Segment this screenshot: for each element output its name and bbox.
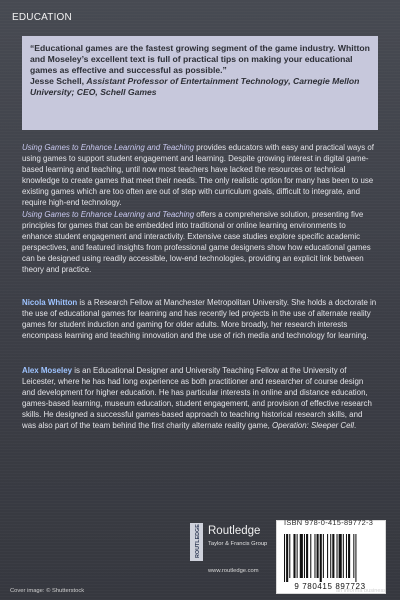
endorsement-attribution [30,76,370,98]
book-title-ref: Using Games to Enhance Learning and Teaching [22,143,195,152]
paragraph-text: offers a comprehensive solution, presenting five principles for games that can be embedded into traditional or online learning environments to enhance student engagement and interactivity. Extensive case studies explore specific academic perspectives, and featured insights from professional game designers show how educational games can be designed using readily accessible, low-end technologies, providing an explicit link between theory and practice. [22,210,371,274]
publisher-subtitle: Taylor & Francis Group [208,541,268,547]
author-bio-whitton [22,297,378,341]
author-name: Nicola Whitton [22,298,78,307]
endorsement-author: Jesse Schell, [30,76,84,87]
paragraph-text: is an Educational Designer and University Teaching Fellow at the University of Leicester, where he has had long experience as both practitioner and researcher of course design and development for higher education. He has particular interests in online and distance education, games-based learning, museum education, student engagement, and provision of effective research skills. He designed a successful games-based approach to teaching historical research skills, and was also part of the team behind the first charity alternate reality game, [22,366,372,430]
publisher-logo-icon [190,523,203,561]
game-title-ref: Operation: Sleeper Cell [272,421,355,430]
author-bio-moseley [22,365,378,431]
endorsement-quote-box [22,36,378,130]
barcode-digits: 9 780415 897723 [294,582,366,591]
paragraph-text: provides educators with easy and practical ways of using games to support student engagement and learning. Despite growing interest in digital game-based learning and teaching, until now most teachers have lacked the resources or technical knowledge to create games that meet their needs. The only realistic option for many has been to use existing games which are too often are out of step with curriculum goals, difficult to integrate, and require high-end technology. [22,143,374,207]
publisher-name: Routledge [208,525,261,537]
endorsement-quote-text: “Educational games are the fastest growing segment of the game industry. Whitton and Moseley’s excellent text is full of practical tips on making your educational games as effective and successful as possible.” [30,43,370,76]
barcode-icon [280,532,380,582]
category-label: EDUCATION [12,12,72,23]
paragraph-end: . [354,421,357,430]
cover-credit: Cover image: © Shutterstock [10,588,85,594]
endorsement-affiliation: Assistant Professor of Entertainment Technology, Carnegie Mellon University; CEO, Schell Games [30,76,360,98]
author-name: Alex Moseley [22,366,72,375]
paragraph-text: is a Research Fellow at Manchester Metropolitan University. She holds a doctorate in the use of educational games for learning and has recently led projects in the use of alternate reality games for student induction and gaming for older adults. More broadly, her research interests encompass learning and teaching innovation and the use of rich media and technology for learning. [22,298,377,340]
informa-tagline: an informa business [336,588,387,594]
description-paragraph-2 [22,209,378,275]
book-title-ref: Using Games to Enhance Learning and Teaching [22,210,195,219]
isbn-label: ISBN 978-0-415-89772-3 [284,518,374,527]
description-paragraph-1 [22,142,378,208]
publisher-url: www.routledge.com [208,568,259,574]
publisher-logo-text: ROUTLEDGE [195,524,201,558]
